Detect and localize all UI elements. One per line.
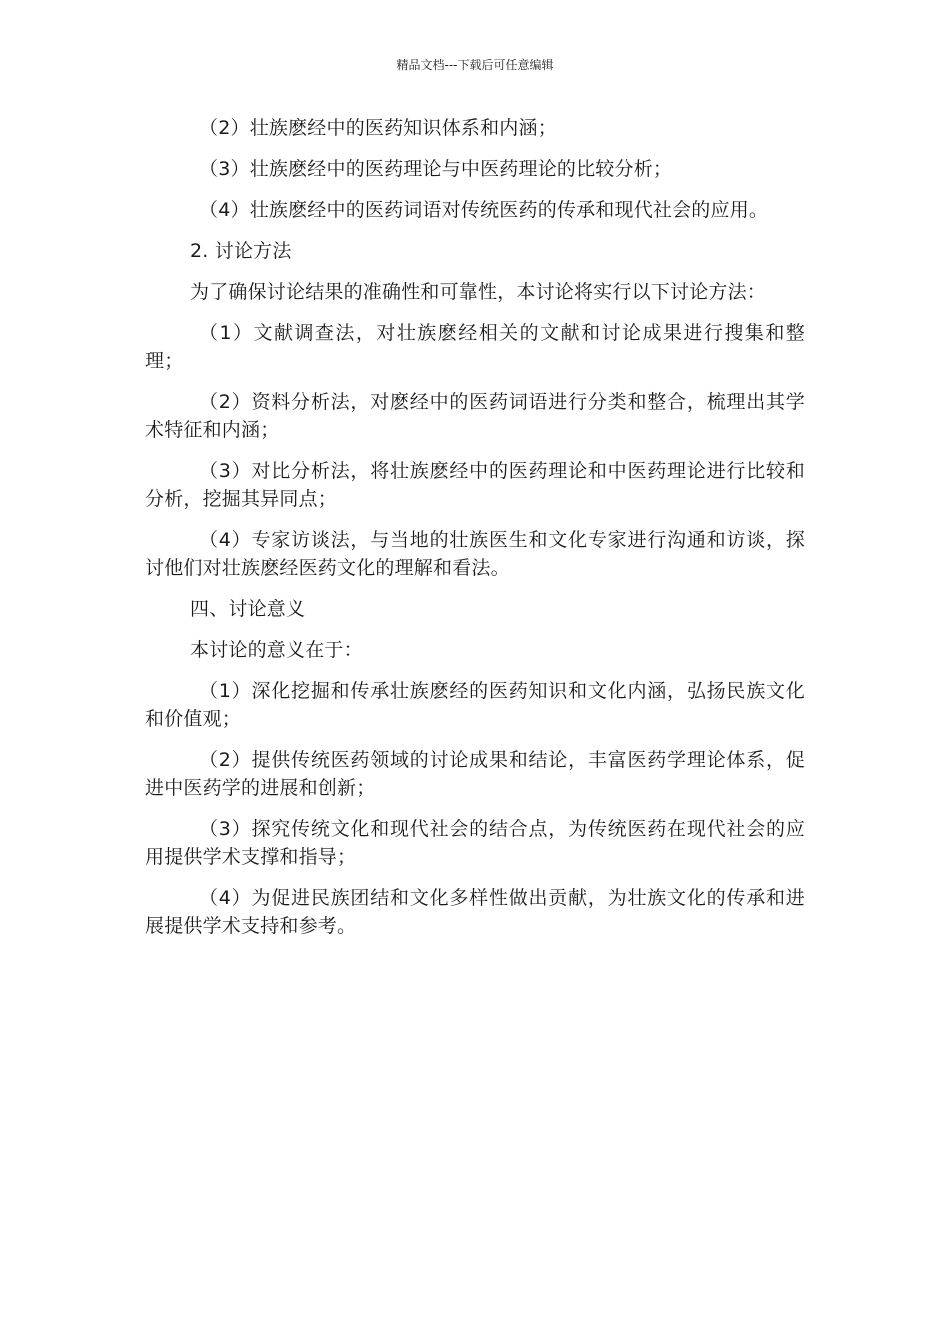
paragraph-significance-1: （1）深化挖掘和传承壮族麽经的医药知识和文化内涵，弘扬民族文化和价值观；	[145, 680, 805, 730]
page-header: 精品文档---下载后可任意编辑	[396, 58, 554, 72]
paragraph-3: （4）壮族麽经中的医药词语对传统医药的传承和现代社会的应用。	[199, 199, 769, 221]
paragraph-method-4: （4）专家访谈法，与当地的壮族医生和文化专家进行沟通和访谈，探讨他们对壮族麽经医药文化的理解和看法。	[145, 529, 805, 579]
document-body	[145, 114, 805, 953]
paragraph-method-3: （3）对比分析法，将壮族麽经中的医药理论和中医药理论进行比较和分析，挖掘其异同点；	[145, 460, 805, 510]
section-heading-methods: 2. 讨论方法	[190, 240, 292, 262]
paragraph-significance-2: （2）提供传统医药领域的讨论成果和结论，丰富医药学理论体系，促进中医药学的进展和创新；	[145, 749, 805, 799]
paragraph-methods-intro: 为了确保讨论结果的准确性和可靠性，本讨论将实行以下讨论方法：	[190, 281, 767, 303]
paragraph-1: （2）壮族麽经中的医药知识体系和内涵；	[199, 117, 557, 139]
paragraph-2: （3）壮族麽经中的医药理论与中医药理论的比较分析；	[199, 158, 673, 180]
paragraph-significance-3: （3）探究传统文化和现代社会的结合点，为传统医药在现代社会的应用提供学术支撑和指导；	[145, 818, 805, 868]
paragraph-method-1: （1）文献调查法，对壮族麽经相关的文献和讨论成果进行搜集和整理；	[145, 322, 805, 372]
section-heading-significance: 四、讨论意义	[190, 598, 306, 620]
paragraph-method-2: （2）资料分析法，对麽经中的医药词语进行分类和整合，梳理出其学术特征和内涵；	[145, 391, 805, 441]
paragraph-significance-intro: 本讨论的意义在于：	[190, 639, 363, 661]
paragraph-significance-4: （4）为促进民族团结和文化多样性做出贡献，为壮族文化的传承和进展提供学术支持和参考。	[145, 887, 805, 937]
